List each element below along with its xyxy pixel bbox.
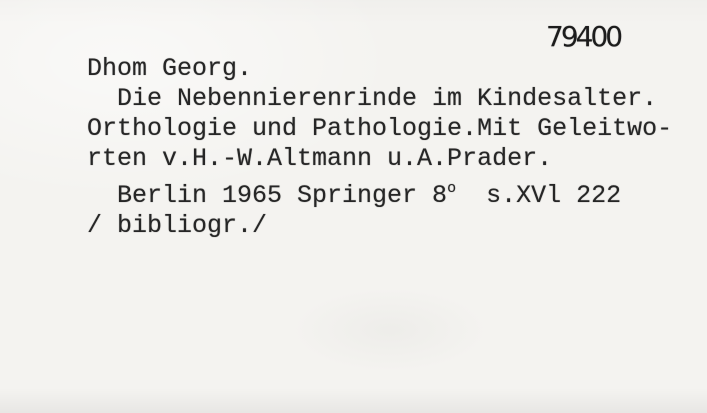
format-superscript: o	[447, 180, 457, 197]
title-line-1: Die Nebennierenrinde im Kindesalter.	[117, 84, 658, 113]
author-line: Dhom Georg.	[87, 54, 253, 83]
title-line-3: rten v.H.-W.Altmann u.A.Prader.	[87, 144, 553, 173]
title-line-2: Orthologie und Pathologie.Mit Geleitwo-	[87, 114, 673, 143]
note-line: / bibliogr./	[87, 211, 268, 240]
imprint-line	[87, 174, 672, 211]
card-text-block	[87, 54, 672, 241]
imprint-place-year-publisher: Berlin 1965 Springer 8	[117, 181, 448, 210]
imprint-pagination: s.XVl 222	[456, 181, 622, 210]
catalog-number: 79400	[546, 20, 621, 53]
